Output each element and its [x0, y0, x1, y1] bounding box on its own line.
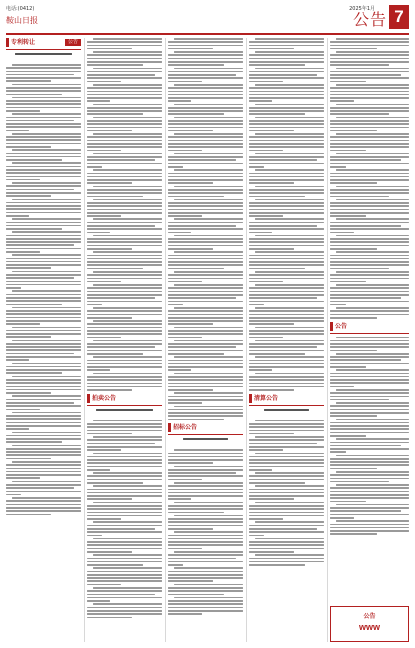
announcement-title-placeholder [168, 438, 243, 447]
section-header [87, 394, 162, 406]
newspaper-logo: 鞍山日报 [6, 16, 38, 25]
column-2 [87, 38, 162, 642]
section-header-title: 清算公告 [254, 394, 279, 402]
masthead-contact: 电话:(0412) [6, 6, 35, 12]
column-4 [249, 38, 324, 642]
footer-promo-box [330, 606, 409, 642]
announcement-body [168, 38, 243, 420]
announcement-body [168, 438, 243, 615]
section-header-title: 专利转让 [11, 39, 36, 46]
section-title: 公告 [352, 10, 387, 29]
masthead [6, 3, 409, 35]
announcement-body [87, 38, 162, 391]
column-3 [168, 38, 243, 642]
section-header [330, 322, 409, 334]
column-5 [330, 38, 409, 602]
section-header-bar [87, 394, 90, 403]
column-divider [84, 38, 85, 642]
section-header-title: 公告 [335, 322, 348, 330]
section-header [6, 38, 81, 50]
column-divider [165, 38, 166, 642]
section-header-title: 拍卖公告 [92, 394, 117, 402]
section-header-bar [249, 394, 252, 403]
announcement-body [6, 53, 81, 515]
section-header [249, 394, 324, 406]
page-number-badge: 7 [389, 5, 409, 29]
announcement-body [249, 38, 324, 391]
announcement-body [249, 409, 324, 566]
footer-promo-title: 公告 [363, 613, 376, 620]
section-header-bar [6, 38, 9, 47]
section-header-bar [330, 322, 333, 331]
column-1 [6, 38, 81, 642]
announcement-body [330, 38, 409, 319]
section-header-tag: 公告 [65, 39, 81, 46]
section-header-title: 招标公告 [173, 424, 198, 432]
section-header-bar [168, 423, 171, 432]
column-divider [327, 38, 328, 642]
announcement-body [87, 409, 162, 618]
announcement-title-placeholder [87, 409, 162, 418]
column-divider [246, 38, 247, 642]
section-header [168, 423, 243, 435]
masthead-date: 2025年1月 [349, 6, 375, 12]
announcement-body [330, 337, 409, 535]
announcement-title-placeholder [249, 409, 324, 418]
footer-promo-url: www [358, 622, 380, 632]
announcement-title-placeholder [6, 53, 81, 62]
